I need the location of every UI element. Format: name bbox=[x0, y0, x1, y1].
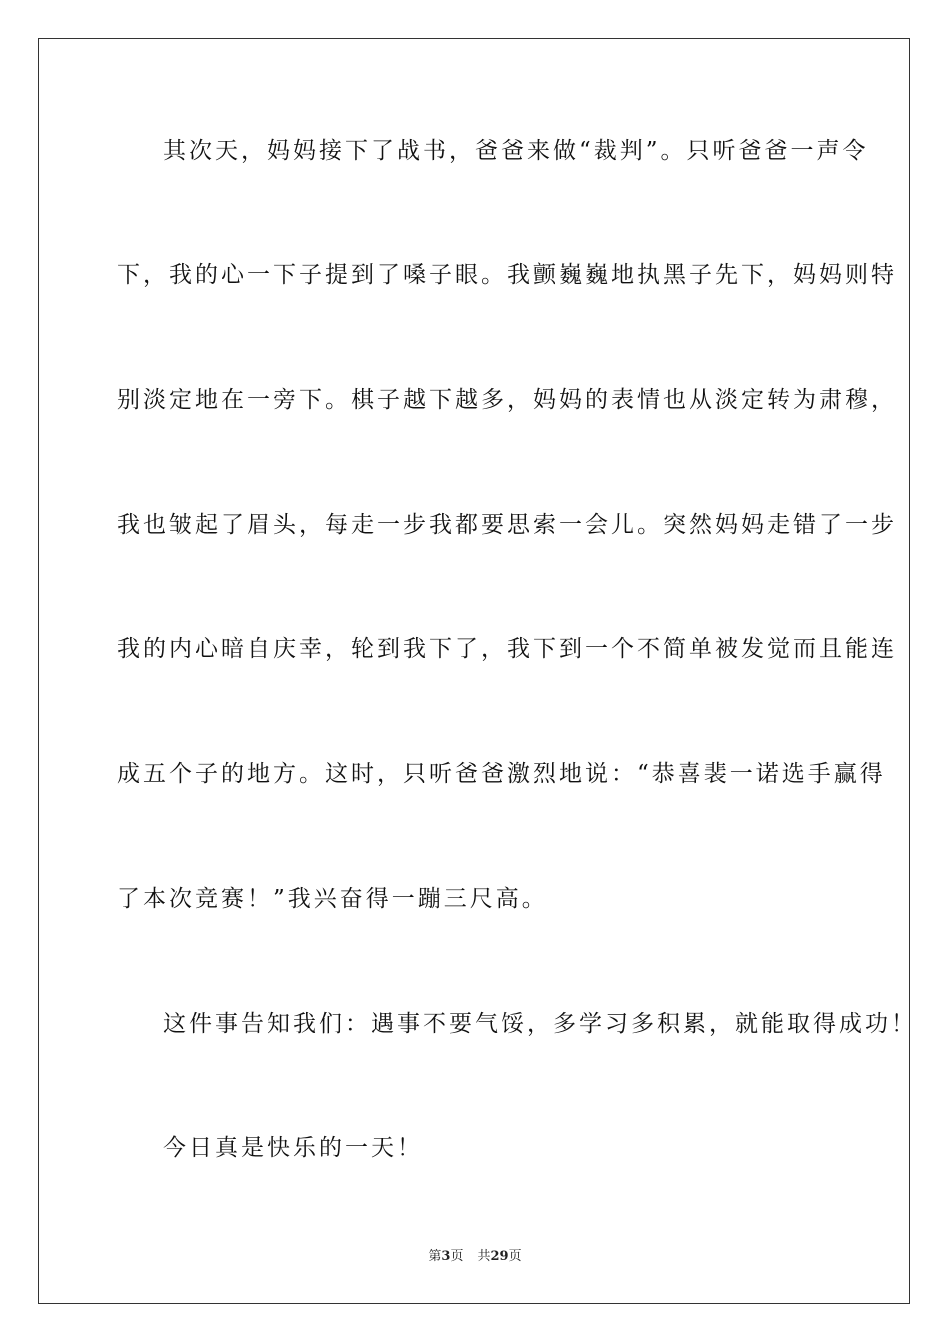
paragraph-line: 我也皱起了眉头，每走一步我都要思索一会儿。突然妈妈走错了一步 bbox=[117, 512, 897, 538]
paragraph-line: 我的内心暗自庆幸，轮到我下了，我下到一个不简单被发觉而且能连 bbox=[117, 636, 897, 662]
page-footer bbox=[0, 1248, 950, 1266]
total-prefix: 共 bbox=[477, 1249, 491, 1264]
paragraph-line: 今日真是快乐的一天！ bbox=[163, 1135, 423, 1161]
paragraph-line: 其次天，妈妈接下了战书，爸爸来做“裁判”。只听爸爸一声令 bbox=[163, 138, 869, 164]
page-number: 3 bbox=[441, 1249, 451, 1264]
page-suffix: 页 bbox=[450, 1249, 464, 1264]
page-border bbox=[38, 38, 910, 1304]
paragraph-line: 别淡定地在一旁下。棋子越下越多，妈妈的表情也从淡定转为肃穆， bbox=[117, 387, 897, 413]
paragraph-line: 了本次竞赛！”我兴奋得一蹦三尺高。 bbox=[117, 886, 548, 912]
paragraph-line: 下，我的心一下子提到了嗓子眼。我颤巍巍地执黑子先下，妈妈则特 bbox=[117, 262, 897, 288]
paragraph-line: 这件事告知我们：遇事不要气馁，多学习多积累，就能取得成功！ bbox=[163, 1011, 917, 1037]
page-prefix: 第 bbox=[428, 1249, 442, 1264]
paragraph-line: 成五个子的地方。这时，只听爸爸激烈地说：“恭喜裴一诺选手赢得 bbox=[117, 761, 886, 787]
total-suffix: 页 bbox=[508, 1249, 522, 1264]
total-pages: 29 bbox=[490, 1249, 509, 1264]
